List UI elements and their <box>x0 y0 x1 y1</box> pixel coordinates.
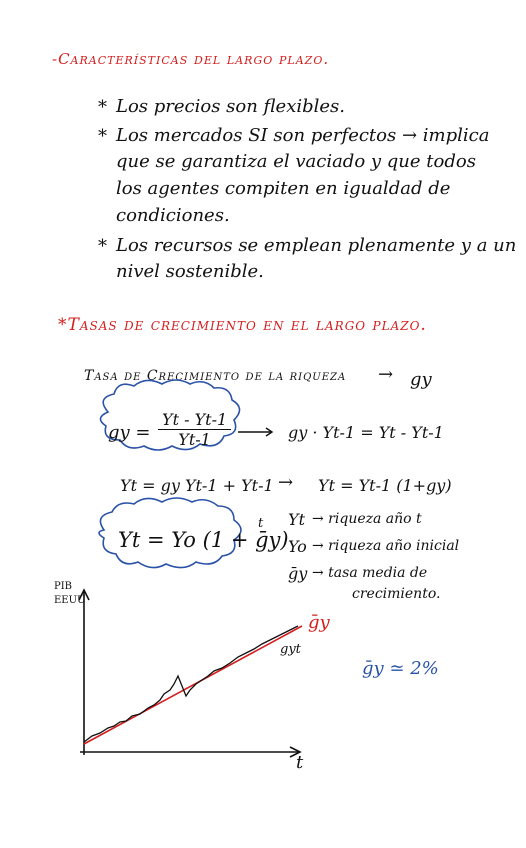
legend-sym-yt: Yt <box>288 510 305 529</box>
bullet-2-line-4: condiciones. <box>116 205 230 226</box>
legend-text-gy: → tasa media de <box>312 565 428 581</box>
formula1-lhs: gy = <box>108 422 151 443</box>
chart-x-label: t <box>296 752 304 773</box>
formula3-exponent: t <box>258 516 264 531</box>
formula1-fraction <box>158 410 231 449</box>
series-label-gy-bar: ḡy <box>308 612 330 633</box>
legend-text-crecimiento: crecimiento. <box>352 586 441 602</box>
bullet-1-line-1: Los precios son flexibles. <box>116 96 346 117</box>
formula3-main: Yt = Yo (1 + ḡy) <box>118 528 289 552</box>
formula1-numerator: Yt - Yt-1 <box>158 410 231 430</box>
section2-title: *Tasas de crecimiento en el largo plazo. <box>58 315 427 335</box>
bullet-2-line-1: Los mercados SI son perfectos → implica <box>116 125 490 146</box>
gdp-line-black <box>84 626 298 742</box>
formula2-arrow: → <box>278 472 294 493</box>
bullet-3-line-2: nivel sostenible. <box>116 261 264 282</box>
bullet-1-mark: * <box>98 97 107 118</box>
formula1-rhs: gy · Yt-1 = Yt - Yt-1 <box>288 423 444 442</box>
chart <box>79 590 302 757</box>
series-label-gyt: gyt <box>280 642 301 657</box>
growth-rate-note: ḡy ≃ 2% <box>362 658 439 679</box>
chart-y-label-line2: EEUU <box>54 595 86 606</box>
tasa-arrow: → <box>378 364 394 385</box>
legend-sym-yo: Yo <box>288 537 307 556</box>
bullet-3-line-1: Los recursos se emplean plenamente y a un <box>116 235 517 256</box>
legend-text-yt: → riqueza año t <box>312 511 422 527</box>
formula1-denominator: Yt-1 <box>178 430 211 449</box>
formula2-lhs: Yt = gy Yt-1 + Yt-1 <box>120 476 274 495</box>
bullet-2-line-2: que se garantiza el vaciado y que todos <box>116 151 476 172</box>
bullet-3-mark: * <box>98 236 107 257</box>
trend-line-red <box>84 626 302 744</box>
formula2-rhs: Yt = Yt-1 (1+gy) <box>318 476 452 495</box>
tasa-label: Tasa de Crecimiento de la riqueza <box>84 368 347 384</box>
legend-text-yo: → riqueza año inicial <box>312 538 460 554</box>
bullet-2-line-3: los agentes compiten en igualdad de <box>116 178 451 199</box>
chart-y-label <box>54 580 85 608</box>
tasa-gy: gy <box>410 369 432 390</box>
section1-title: -Características del largo plazo. <box>52 50 330 68</box>
bullet-2-mark: * <box>98 126 107 147</box>
legend-sym-gy: ḡy <box>288 564 308 583</box>
chart-y-label-line1: PIB <box>54 581 73 592</box>
